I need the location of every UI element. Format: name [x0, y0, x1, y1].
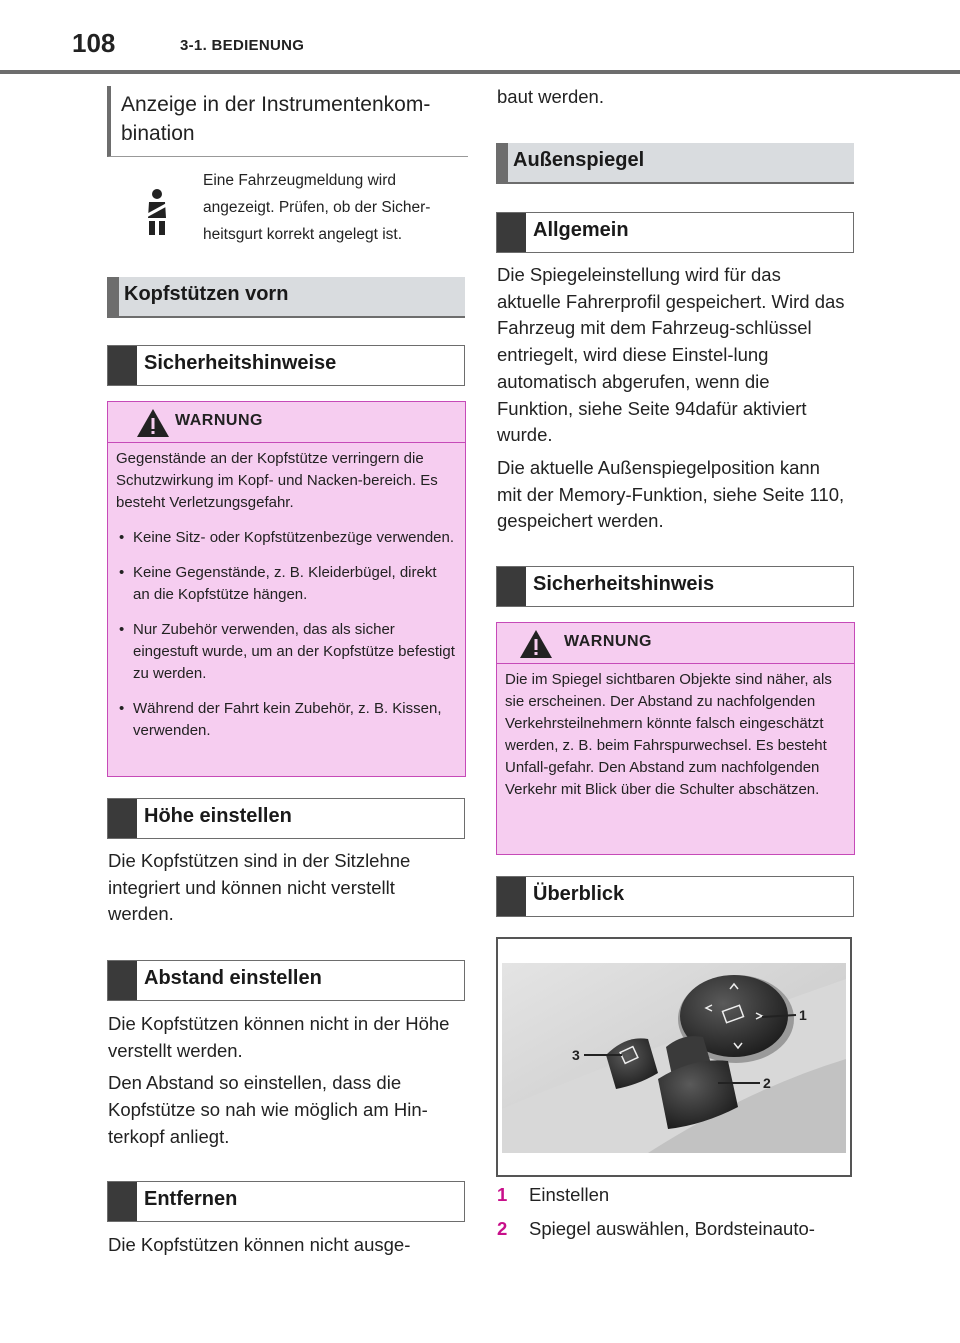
- paragraph-entfernen: Die Kopfstützen können nicht ausge-: [108, 1234, 411, 1255]
- instrument-cluster-box: [107, 86, 468, 157]
- heading-sicherheitshinweise: Sicherheitshinweise: [107, 345, 465, 386]
- legend-item: 2 Spiegel auswählen, Bordsteinauto-: [497, 1218, 815, 1239]
- seatbelt-message: Eine Fahrzeugmeldung wird angezeigt. Prüfen, ob der Sicher- heitsgurt korrekt angelegt ist.: [203, 172, 431, 243]
- chapter-title: 3-1. BEDIENUNG: [180, 37, 305, 54]
- warning-box-spiegel: [496, 622, 855, 855]
- heading-entfernen: Entfernen: [107, 1181, 465, 1222]
- list-item: • Nur Zubehör verwenden, das als sicher eingestuft wurde, um an der Kopfstütze befestigt zu werden.: [116, 619, 457, 685]
- warning-box-kopfstuetze: [107, 401, 466, 777]
- warning-triangle-icon: [136, 408, 170, 438]
- heading-sicherheitshinweis: Sicherheitshinweis: [496, 566, 854, 607]
- warning-list: [116, 527, 457, 742]
- seatbelt-warning-icon: [140, 188, 174, 238]
- callout-2: 2: [763, 1075, 771, 1091]
- warning-intro: Gegenstände an der Kopfstütze verringern die Schutzwirkung im Kopf- und Nacken-bereich. Es besteht Verletzungsgefahr.: [116, 450, 438, 511]
- heading-allgemein: Allgemein: [496, 212, 854, 253]
- mirror-control-illustration: [498, 939, 850, 1175]
- callout-3: 3: [572, 1047, 580, 1063]
- heading-ueberblick: Überblick: [496, 876, 854, 917]
- figure-legend: [497, 1182, 852, 1242]
- callout-1: 1: [799, 1007, 807, 1023]
- warning-label: WARNUNG: [175, 412, 263, 429]
- page-number: 108: [72, 28, 116, 58]
- warning-label: WARNUNG: [564, 633, 652, 650]
- heading-kopfstuetzen-vorn: Kopfstützen vorn: [107, 277, 465, 318]
- heading-aussenspiegel: Außenspiegel: [496, 143, 854, 184]
- warning-triangle-icon: [519, 629, 553, 659]
- legend-item: 1 Einstellen: [497, 1184, 610, 1205]
- paragraph-abstand: Die Kopfstützen können nicht in der Höhe verstellt werden. Den Abstand so einstellen, dass die Kopfstütze so nah wie möglich am Hin-terkopf anliegt.: [108, 1013, 450, 1147]
- warning-text: Die im Spiegel sichtbaren Objekte sind näher, als sie erscheinen. Der Abstand zu nachfolgenden Verkehrsteilnehmern könnte falsch eingeschätzt werden, z. B. beim Fahrspurwechsel. Es besteht Unfall-gefahr. Den Abstand zum nachfolgenden Verkehr mit Blick über die Schulter abschätzen.: [505, 671, 832, 798]
- heading-abstand-einstellen: Abstand einstellen: [107, 960, 465, 1001]
- paragraph-hoehe: Die Kopfstützen sind in der Sitzlehne integriert und können nicht verstellt werden.: [108, 850, 411, 925]
- instrument-cluster-title: Anzeige in der Instrumentenkom-bination: [121, 93, 431, 145]
- list-item: • Keine Gegenstände, z. B. Kleiderbügel, direkt an die Kopfstütze hängen.: [116, 562, 457, 606]
- paragraph-allgemein: Die Spiegeleinstellung wird für das aktuelle Fahrerprofil gespeichert. Wird das Fahrzeug mit dem Fahrzeug-schlüssel entriegelt, wird diese Einstel-lung automatisch abgerufen, wenn die Funktion, siehe Seite 94dafür aktiviert wurde. Die aktuelle Außenspiegelposition kann mit der Memory-Funktion, siehe Seite 110, gespeichert werden.: [497, 264, 845, 532]
- list-item: • Keine Sitz- oder Kopfstützenbezüge verwenden.: [116, 527, 457, 549]
- heading-hoehe-einstellen: Höhe einstellen: [107, 798, 465, 839]
- header-rule: [0, 70, 960, 74]
- mirror-control-figure: [496, 937, 852, 1177]
- paragraph-continued: baut werden.: [497, 86, 604, 107]
- list-item: • Während der Fahrt kein Zubehör, z. B. Kissen, verwenden.: [116, 698, 457, 742]
